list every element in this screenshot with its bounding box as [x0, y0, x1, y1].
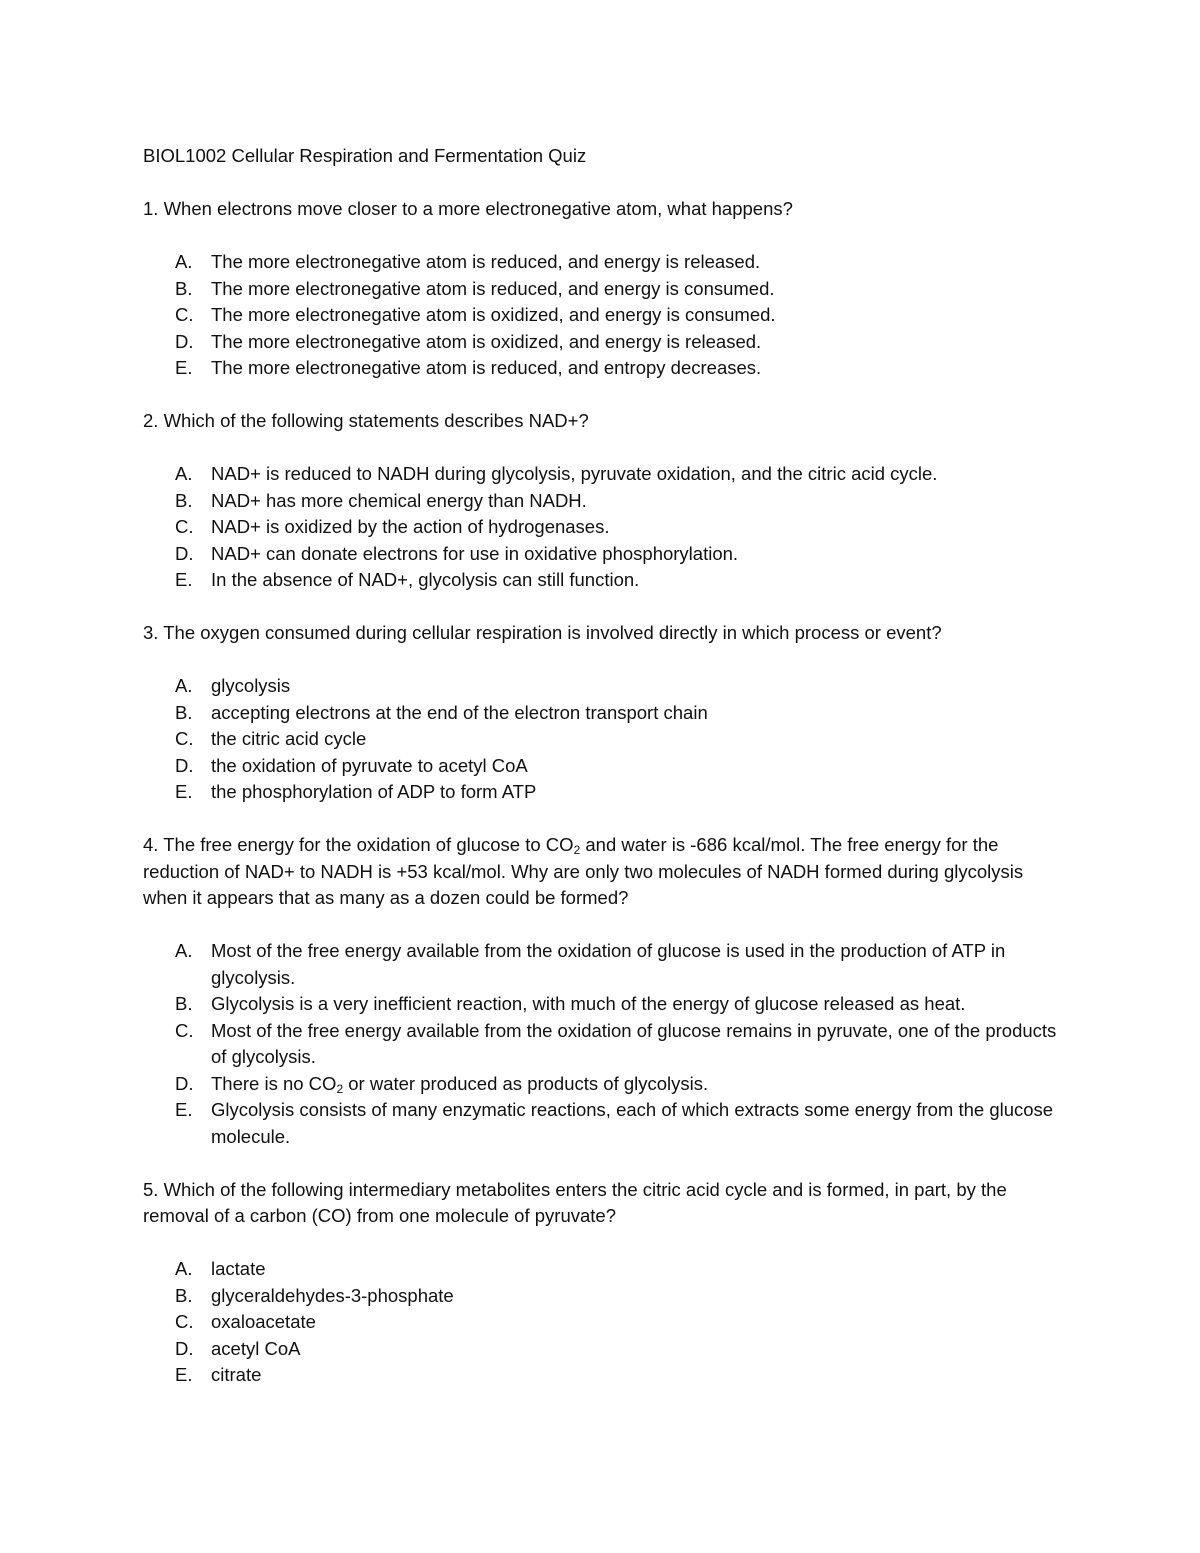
answer-option: [143, 461, 1063, 488]
option-text: glycolysis: [211, 675, 291, 696]
option-text-part: or water produced as products of glycolysis.: [343, 1072, 709, 1094]
option-text: Most of the free energy available from the oxidation of glucose is used in the production of ATP in glycolysis.: [211, 940, 1006, 988]
question-prompt: 2. Which of the following statements describes NAD+?: [143, 410, 589, 431]
option-letter: B.: [175, 489, 193, 511]
question-1: [143, 196, 1063, 382]
option-letter: E.: [175, 781, 193, 802]
option-text: Glycolysis consists of many enzymatic reactions, each of which extracts some energy from the glucose molecule.: [211, 1099, 1054, 1147]
answer-option: [143, 991, 1063, 1018]
answer-options: [143, 673, 1063, 806]
answer-option: [143, 355, 1063, 382]
answer-option: [143, 276, 1063, 303]
answer-option: [143, 700, 1063, 727]
option-text: The more electronegative atom is oxidized, and energy is released.: [211, 330, 762, 352]
option-letter: E.: [175, 357, 193, 378]
option-letter: A.: [175, 463, 193, 484]
option-text: Most of the free energy available from the oxidation of glucose remains in pyruvate, one of the products of glycolysis.: [211, 1019, 1057, 1067]
answer-options: [143, 1256, 1063, 1389]
answer-option: [143, 938, 1063, 991]
answer-option: [143, 1362, 1063, 1389]
answer-option: [143, 329, 1063, 356]
option-letter: C.: [175, 1311, 194, 1332]
option-text: The more electronegative atom is oxidized, and energy is consumed.: [211, 304, 776, 325]
option-letter: C.: [175, 728, 194, 749]
option-text: NAD+ is reduced to NADH during glycolysis, pyruvate oxidation, and the citric acid cycle.: [211, 463, 938, 484]
option-letter: B.: [175, 1284, 193, 1306]
answer-options: [143, 461, 1063, 594]
option-letter: D.: [175, 542, 194, 564]
answer-option: [143, 514, 1063, 541]
answer-option: [143, 673, 1063, 700]
option-text: oxaloacetate: [211, 1311, 316, 1332]
answer-option: [143, 1071, 1063, 1098]
option-letter: B.: [175, 993, 193, 1014]
option-text: lactate: [211, 1258, 266, 1279]
prompt-text: and water is -686 kcal/mol. The free energy for the reduction of NAD+ to NADH is +53 kcal/mol. Why are only two molecules of NADH formed during glycolysis when it appears that as many as a dozen could be formed?: [143, 834, 1024, 908]
subscript: 2: [336, 1081, 344, 1096]
option-text: the citric acid cycle: [211, 728, 367, 749]
prompt-text: 4. The free energy for the oxidation of glucose to CO: [143, 834, 574, 855]
subscript: 2: [573, 843, 581, 857]
option-letter: C.: [175, 1019, 194, 1041]
question-prompt: 5. Which of the following intermediary metabolites enters the citric acid cycle and is formed, in part, by the removal of a carbon (CO) from one molecule of pyruvate?: [143, 1178, 1007, 1226]
answer-option: [143, 1256, 1063, 1283]
option-letter: C.: [175, 516, 194, 537]
answer-option: [143, 541, 1063, 568]
answer-option: [143, 488, 1063, 515]
option-letter: D.: [175, 1337, 194, 1359]
option-letter: A.: [175, 675, 193, 696]
option-text: In the absence of NAD+, glycolysis can still function.: [211, 569, 640, 590]
answer-option: [143, 726, 1063, 753]
question-3: [143, 620, 1063, 806]
question-5: [143, 1177, 1063, 1389]
option-text: The more electronegative atom is reduced, and entropy decreases.: [211, 357, 762, 378]
option-text: [211, 1071, 1063, 1098]
answer-option: [143, 1097, 1063, 1150]
option-text: the oxidation of pyruvate to acetyl CoA: [211, 754, 528, 776]
answer-option: [143, 753, 1063, 780]
option-text: glyceraldehydes-3-phosphate: [211, 1284, 454, 1306]
option-letter: A.: [175, 1258, 193, 1279]
option-text: The more electronegative atom is reduced, and energy is consumed.: [211, 277, 775, 299]
question-prompt: 3. The oxygen consumed during cellular respiration is involved directly in which process or event?: [143, 622, 942, 643]
answer-option: [143, 1018, 1063, 1071]
option-letter: E.: [175, 1364, 193, 1385]
option-text: NAD+ is oxidized by the action of hydrogenases.: [211, 516, 610, 537]
option-letter: E.: [175, 569, 193, 590]
answer-option: [143, 1283, 1063, 1310]
option-letter: E.: [175, 1099, 193, 1120]
option-text: accepting electrons at the end of the electron transport chain: [211, 701, 708, 723]
option-text: NAD+ can donate electrons for use in oxidative phosphorylation.: [211, 542, 739, 564]
question-prompt: [143, 832, 1063, 912]
answer-options: [143, 938, 1063, 1150]
option-letter: B.: [175, 701, 193, 723]
option-letter: D.: [175, 1072, 194, 1094]
option-text: citrate: [211, 1364, 262, 1385]
quiz-page: [143, 143, 1063, 1415]
answer-option: [143, 567, 1063, 594]
option-letter: D.: [175, 330, 194, 352]
question-prompt: 1. When electrons move closer to a more electronegative atom, what happens?: [143, 198, 793, 219]
answer-option: [143, 302, 1063, 329]
option-letter: C.: [175, 304, 194, 325]
answer-option: [143, 779, 1063, 806]
question-2: [143, 408, 1063, 594]
option-letter: A.: [175, 251, 193, 272]
option-text-part: There is no CO: [211, 1072, 337, 1094]
option-text: Glycolysis is a very inefficient reaction, with much of the energy of glucose released as heat.: [211, 993, 966, 1014]
answer-option: [143, 249, 1063, 276]
option-letter: B.: [175, 277, 193, 299]
option-letter: A.: [175, 940, 193, 961]
answer-option: [143, 1309, 1063, 1336]
option-text: acetyl CoA: [211, 1337, 301, 1359]
answer-options: [143, 249, 1063, 382]
question-4: [143, 832, 1063, 1150]
option-text: The more electronegative atom is reduced, and energy is released.: [211, 251, 761, 272]
quiz-title: BIOL1002 Cellular Respiration and Fermentation Quiz: [143, 145, 587, 166]
answer-option: [143, 1336, 1063, 1363]
option-text: NAD+ has more chemical energy than NADH.: [211, 489, 587, 511]
option-letter: D.: [175, 754, 194, 776]
option-text: the phosphorylation of ADP to form ATP: [211, 781, 537, 802]
